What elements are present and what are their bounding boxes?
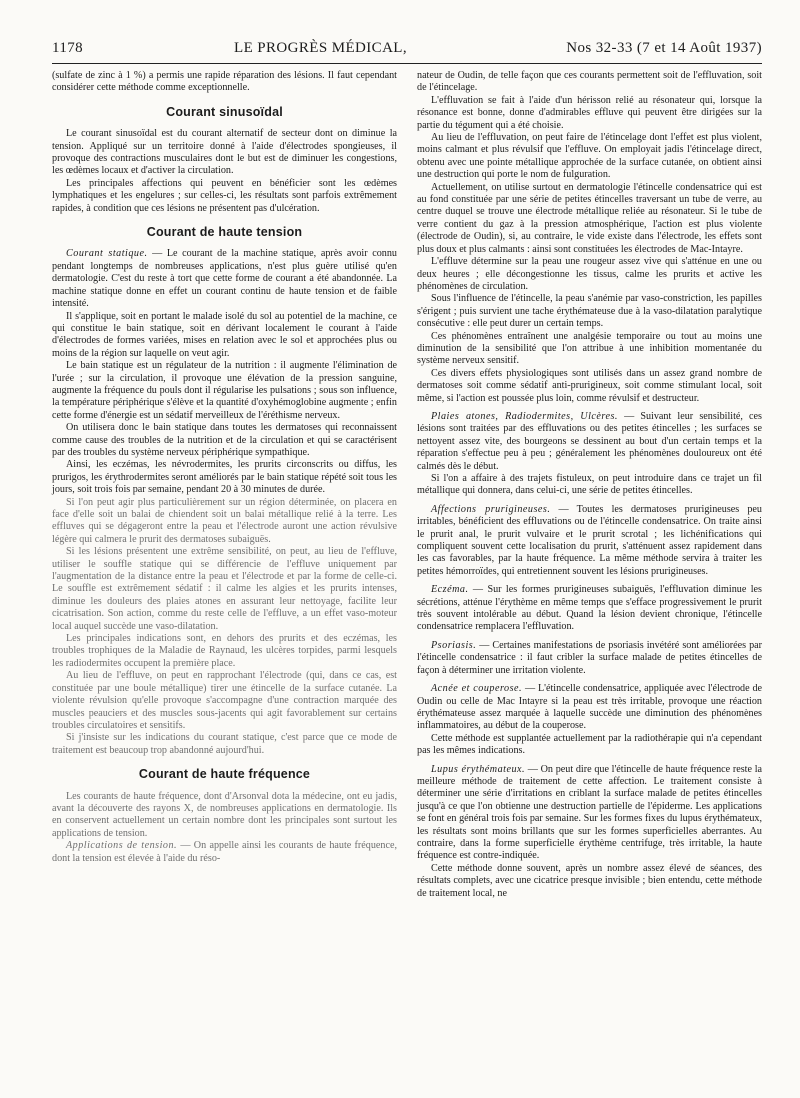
- paragraph: [417, 764, 762, 863]
- paragraph: [417, 640, 762, 677]
- paragraph-text: — On peut dire que l'étincelle de haute fréquence reste la meilleure méthode de traitement de cette affection. Le traitement consiste à déterminer une série d'irritations en criblant la surface malade de petites étincelles jusqu'à ce que l'on obtienne une destruction partielle de l'épiderme. Les applications se font en général trois fois par semaine. Sur les formes fixes du lupus érythémateux, les résultats sont moins brillants que sur les formes superficielles aberrantes. Au contraire, dans la forme superficielle érythème centrifuge, très irritable, la haute fréquence est contre-indiquée.: [417, 763, 762, 862]
- paragraph-text: — Suivant leur sensibilité, ces lésions sont traitées par des effluvations ou des petites étincelles ; les surfaces se nettoyent assez vite, des bourgeons se dessinent au bout d'un certain temps et la réparation s'effectue peu à peu ; généralement les phénomènes douloureux ont été calmés dès le début.: [417, 410, 762, 472]
- running-header: [52, 40, 762, 62]
- paragraph: Cette méthode donne souvent, après un nombre assez élevé de séances, des résultats complets, avec une cicatrice presque invisible ; bien entendu, cette méthode de traitement local, ne: [417, 862, 762, 899]
- paragraph-lead: Acnée et couperose.: [431, 683, 523, 695]
- paragraph-text: — Sur les formes prurigineuses subaiguës, l'effluvation diminue les sécrétions, atténue l'érythème en même temps que s'efface progressivement le prurit très souvent intolérable au début. Quand la lésion devient chronique, l'étincelle condensatrice remplacera l'effluvation.: [417, 584, 762, 633]
- paragraph: Si j'insiste sur les indications du courant statique, c'est parce que ce mode de traitement est beaucoup trop abandonné aujourd'hui.: [52, 732, 397, 756]
- paragraph: Au lieu de l'effluvation, on peut faire de l'étincelage dont l'effet est plus violent, moins calmant et plus révulsif que l'effluve. On employait jadis l'étincelage direct, obtenu avec une pointe métallique approchée de la surface cutanée, on obtient ainsi une destruction qui porte le nom de fulguration.: [417, 132, 762, 181]
- paragraph: Les principales affections qui peuvent en bénéficier sont les œdèmes lymphatiques et les engelures ; sur celles-ci, les résultats sont parfois extrêmement rapides, à condition que ces lésions ne présentent pas d'ulcération.: [52, 177, 397, 214]
- left-column: [52, 70, 397, 865]
- paragraph-text: — On appelle ainsi les courants de haute fréquence, dont la tension est élevée à l'aide du réso-: [52, 840, 397, 864]
- journal-title: LE PROGRÈS MÉDICAL,: [234, 40, 408, 56]
- paragraph: [417, 683, 762, 733]
- paragraph: Les principales indications sont, en dehors des prurits et des eczémas, les troubles trophiques de la Maladie de Raynaud, les ulcères torpides, parmi lesquels les radiodermites occupent la première place.: [52, 633, 397, 669]
- paragraph: (sulfate de zinc à 1 %) a permis une rapide réparation des lésions. Il faut cependant considérer cette méthode comme exceptionnelle.: [52, 70, 397, 94]
- paragraph-text: — L'étincelle condensatrice, appliquée avec l'électrode de Oudin ou celle de Mac Intayre si la peau est très irritable, provoque une réaction érythémateuse assez marquée à laquelle succède une diminution des phénomènes inflammatoires, au début de la couperose.: [417, 683, 762, 732]
- section-heading-high-frequency: Courant de haute fréquence: [138, 767, 311, 782]
- right-column: [417, 70, 762, 900]
- paragraph: Sous l'influence de l'étincelle, la peau s'anémie par vaso-constriction, les papilles s'érigent ; puis survient une tache érythémateuse due à la vaso-dilatation paralytique consécutive : elle peut durer un certain temps.: [417, 293, 762, 330]
- paragraph: Si les lésions présentent une extrême sensibilité, on peut, au lieu de l'effluve, utiliser le souffle statique qui se différencie de l'effluve uniquement par l'augmentation de la distance entre la peau et l'électrode et par la forme de celle-ci. Le souffle est extrêmement sédatif : il calme les algies et les prurits intenses, diminue les douleurs des plaies atones en assurant leur nettoyage, facilite leur cicatrisation. Son action, comme du reste celle de l'effluve, a un effet vaso-moteur local auquel succède une vaso-dilatation.: [52, 546, 397, 632]
- section-heading-high-tension: Courant de haute tension: [146, 225, 303, 240]
- paragraph: On utilisera donc le bain statique dans toutes les dermatoses qui reconnaissent comme cause des troubles de la nutrition et de la circulation et qui se caractérisent par des troubles du système nerveux périphérique sympathique.: [52, 422, 397, 458]
- paragraph-lead: Psoriasis.: [431, 639, 477, 651]
- paragraph: Ces phénomènes entraînent une analgésie temporaire ou tout au moins une diminution de la sensibilité que l'on attribue à une inhibition momentanée du système nerveux sensitif.: [417, 330, 762, 367]
- paragraph: Actuellement, on utilise surtout en dermatologie l'étincelle condensatrice qui est au fond constituée par une série de petites étincelles traversant un tube de verre, au centre duquel se trouve une électrode métallique reliée au résonateur. Si le tube de verre contient du gaz à la pression atmosphérique, l'action est plus violente (électrode de Oudin), si, au contraire, le vide existe dans l'électrode, les effets sont plus doux et plus calmants : ainsi sont constituées les électrodes de Mac-Intayre.: [417, 181, 762, 255]
- paragraph: Si l'on a affaire à des trajets fistuleux, on peut introduire dans ce trajet un fil métallique qui donnera, dans celui-ci, une série de petites étincelles.: [417, 473, 762, 497]
- issue-info: Nos 32-33 (7 et 14 Août 1937): [566, 40, 762, 56]
- paragraph: [52, 248, 397, 310]
- paragraph: L'effluve détermine sur la peau une rougeur assez vive qui s'atténue en une ou deux heures ; elle décongestionne les tissus, calme les prurits et active les phénomènes de circulation.: [417, 256, 762, 292]
- paragraph: L'effluvation se fait à l'aide d'un hérisson relié au résonateur qui, lorsque la résonance est bonne, donne d'admirables effluve qui peuvent être dirigées sur la partie du tégument qui a été choisie.: [417, 94, 762, 131]
- paragraph: Ces divers effets physiologiques sont utilisés dans un assez grand nombre de dermatoses soit comme sédatif anti-prurigineux, soit comme stimulant local, soit même, si l'action est poussée plus loin, comme révulsif et destructeur.: [417, 367, 762, 404]
- paragraph: [417, 584, 762, 634]
- page-number: 1178: [52, 40, 84, 56]
- paragraph-lead: Eczéma.: [431, 584, 469, 596]
- paragraph-lead: Applications de tension.: [66, 840, 178, 852]
- paragraph: Au lieu de l'effluve, on peut en rapprochant l'électrode (qui, dans ce cas, est constituée par une boule métallique) tirer une étincelle de la surface cutanée. La violente révulsion qu'elle provoque s'accompagne d'une contraction marquée des muscles peauciers et des muscles sous-jacents qui agit favorablement sur certains troubles circulatoires et sensitifs.: [52, 670, 397, 731]
- paragraph-lead: Affections prurigineuses.: [431, 503, 551, 515]
- paragraph-lead: Lupus érythémateux.: [431, 763, 526, 775]
- paragraph: nateur de Oudin, de telle façon que ces courants permettent soit de l'effluvation, soit de l'étincelage.: [417, 70, 762, 94]
- paragraph: [52, 840, 397, 865]
- paragraph: Le bain statique est un régulateur de la nutrition : il augmente l'élimination de l'urée ; sur la circulation, il provoque une élévation de la pression sanguine, augmente la fréquence du pouls dont il régularise les pulsations ; sous son influence, la température périphérique s'élève et la quantité d'oxyhémoglobine augmente ; enfin cette forme d'énergie est un sédatif merveilleux de l'éréthisme nerveux.: [52, 360, 397, 421]
- paragraph-lead: Plaies atones, Radiodermites, Ulcères.: [431, 410, 618, 422]
- paragraph: [417, 504, 762, 578]
- paragraph: Cette méthode est supplantée actuellement par la radiothérapie qui n'a cependant pas les mêmes indications.: [417, 732, 762, 757]
- paragraph-text: — Toutes les dermatoses prurigineuses peu irritables, bénéficient des effluvations ou de l'étincelle condensatrice. On traite ainsi le prurit anal, le prurit vulvaire et le prurit scrotal ; les lichénifications qui compliquent souvent cette localisation du prurit, s'atténuent assez rapidement dans les cas favorables, par la haute fréquence. La même méthode servira à traiter les petites hémorroïdes, qui entretiennent souvent les lésions prurigineuses.: [417, 503, 762, 577]
- paragraph: Le courant sinusoïdal est du courant alternatif de secteur dont on diminue la tension. Appliqué sur un territoire donné à l'aide d'électrodes spongieuses, il provoque des contractions musculaires dont le but est de diminuer les congestions, les œdèmes locaux et d'activer la circulation.: [52, 128, 397, 177]
- paragraph: Si l'on peut agir plus particulièrement sur un région déterminée, on placera en face d'elle soit un balai de chiendent soit un balai métallique relié à la terre. Les effluves qui se dégageront entre la peau et l'électrode auront une action révulsive légère qui calmera le prurit des dermatoses subaiguës.: [52, 496, 397, 545]
- header-rule: [52, 63, 762, 64]
- paragraph-text: — Certaines manifestations de psoriasis invétéré sont améliorées par l'étincelle condensatrice : il faut cribler la surface malade de petites étincelles de façon à déterminer une irritation violente.: [417, 639, 762, 676]
- section-heading-sinusoidal: Courant sinusoïdal: [166, 104, 283, 119]
- paragraph: Les courants de haute fréquence, dont d'Arsonval dota la médecine, ont eu jadis, avant la découverte des rayons X, de nombreuses applications en dermatologie. Ils en conservent actuellement un certain nombre dont les principales sont surtout les applications de tension.: [52, 790, 397, 839]
- paragraph: [417, 411, 762, 473]
- paragraph-text: — Le courant de la machine statique, après avoir connu pendant longtemps de nombreuses applications, n'est plus guère utilisé qu'en dermatologie. C'est du reste à tort que cette forme de courant a été abandonnée. La machine statique donne en effet un courant continu de haute tension et de faible intensité.: [52, 248, 397, 310]
- paragraph: Il s'applique, soit en portant le malade isolé du sol au potentiel de la machine, ce qui constitue le bain statique, soit en dérivant localement le courant à l'aide d'électrodes de formes variées, mises en relation avec le sol et approchées plus ou moins de la région sur laquelle on veut agir.: [52, 310, 397, 359]
- paragraph: Ainsi, les eczémas, les névrodermites, les prurits circonscrits ou diffus, les prurigos, les érythrodermites seront améliorés par le bain statique répété soit tous les jours, soit trois fois par semaine, pendant 20 à 30 minutes de durée.: [52, 459, 397, 496]
- paragraph-lead: Courant statique.: [66, 248, 148, 260]
